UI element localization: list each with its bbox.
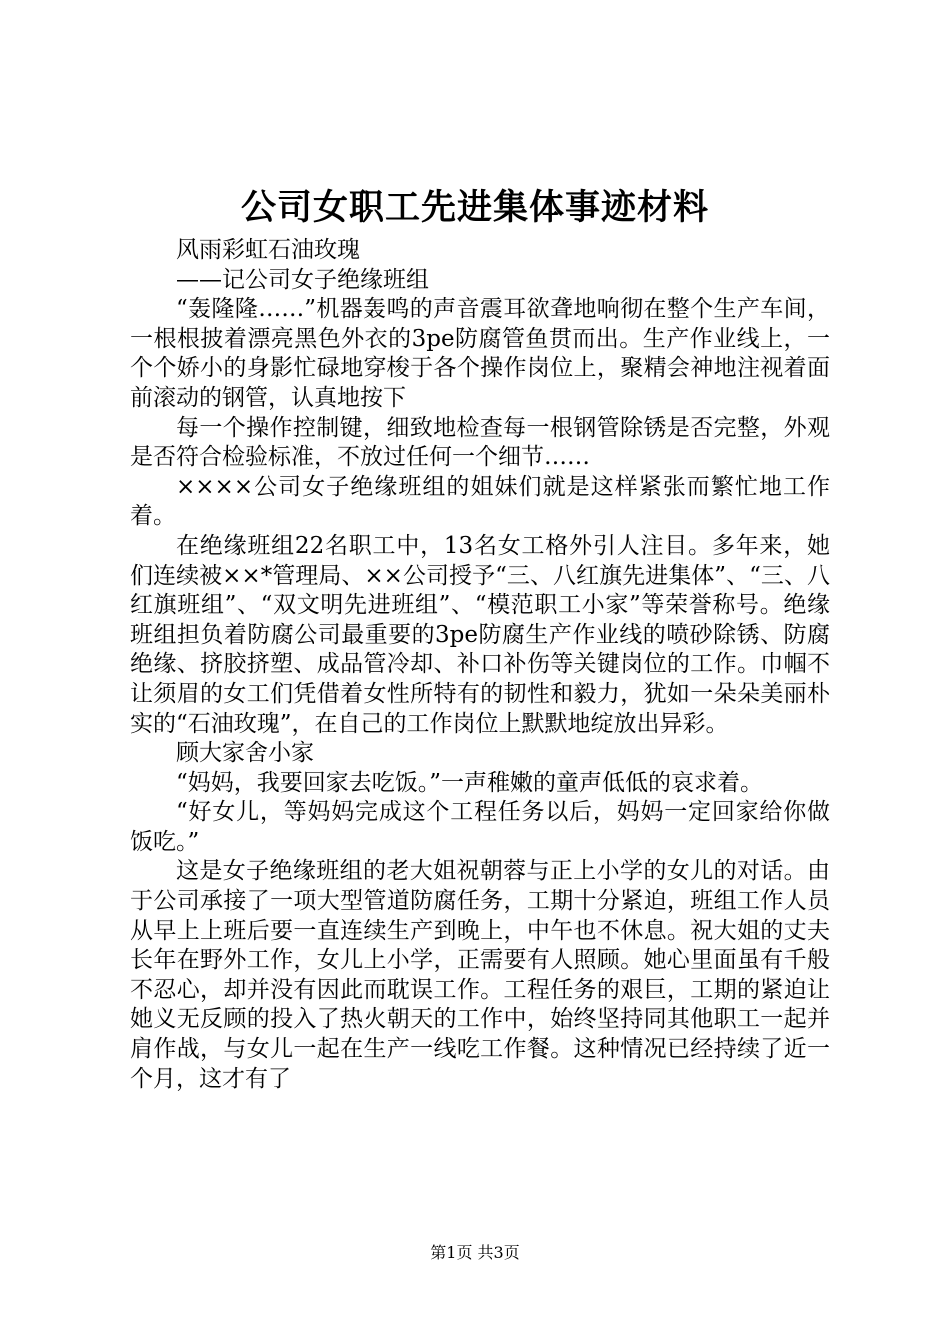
body-paragraph: 每一个操作控制键，细致地检查每一根钢管除锈是否完整，外观是否符合检验标准，不放过任何一个细节……	[130, 414, 830, 471]
subtitle-line: 风雨彩虹石油玫瑰	[176, 237, 360, 263]
body-paragraph: 这是女子绝缘班组的老大姐祝朝蓉与正上小学的女儿的对话。由于公司承接了一项大型管道防腐任务，工期十分紧迫，班组工作人员从早上上班后要一直连续生产到晚上，中午也不休息。祝大姐的丈夫长年在野外工作，女儿上小学，正需要有人照顾。她心里面虽有千般不忍心，却并没有因此而耽误工作。工程任务的艰巨，工期的紧迫让她义无反顾的投入了热火朝天的工作中，始终坚持同其他职工一起并肩作战，与女儿一起在生产一线吃工作餐。这种情况已经持续了近一个月，这才有了	[130, 858, 830, 1092]
subtitle-line: ——记公司女子绝缘班组	[176, 266, 429, 293]
body-paragraph: “妈妈，我要回家去吃饭。”一声稚嫩的童声低低的哀求着。	[176, 769, 764, 796]
body-paragraph: ××××公司女子绝缘班组的姐妹们就是这样紧张而繁忙地工作着。	[130, 473, 830, 530]
body-paragraph: “好女儿，等妈妈完成这个工程任务以后，妈妈一定回家给你做饭吃。”	[130, 799, 830, 855]
document-title: 公司女职工先进集体事迹材料	[240, 187, 709, 228]
document-body	[130, 236, 830, 1094]
section-heading: 顾大家舍小家	[176, 740, 314, 767]
page-number-footer: 第1页 共3页	[430, 1243, 520, 1262]
body-paragraph: 在绝缘班组22名职工中，13名女工格外引人注目。多年来，她们连续被××*管理局、××公司授予“三、八红旗先进集体”、“三、八红旗班组”、“双文明先进班组”、“模范职工小家”等荣誉称号。绝缘班组担负着防腐公司最重要的3pe防腐生产作业线的喷砂除锈、防腐绝缘、挤胶挤塑、成品管冷却、补口补伤等关键岗位的工作。巾帼不让须眉的女工们凭借着女性所特有的韧性和毅力，犹如一朵朵美丽朴实的“石油玫瑰”，在自己的工作岗位上默默地绽放出异彩。	[130, 532, 830, 737]
body-paragraph: “轰隆隆……”机器轰鸣的声音震耳欲聋地响彻在整个生产车间，一根根披着漂亮黑色外衣的3pe防腐管鱼贯而出。生产作业线上，一个个娇小的身影忙碌地穿梭于各个操作岗位上，聚精会神地注视着面前滚动的钢管，认真地按下	[130, 296, 830, 411]
